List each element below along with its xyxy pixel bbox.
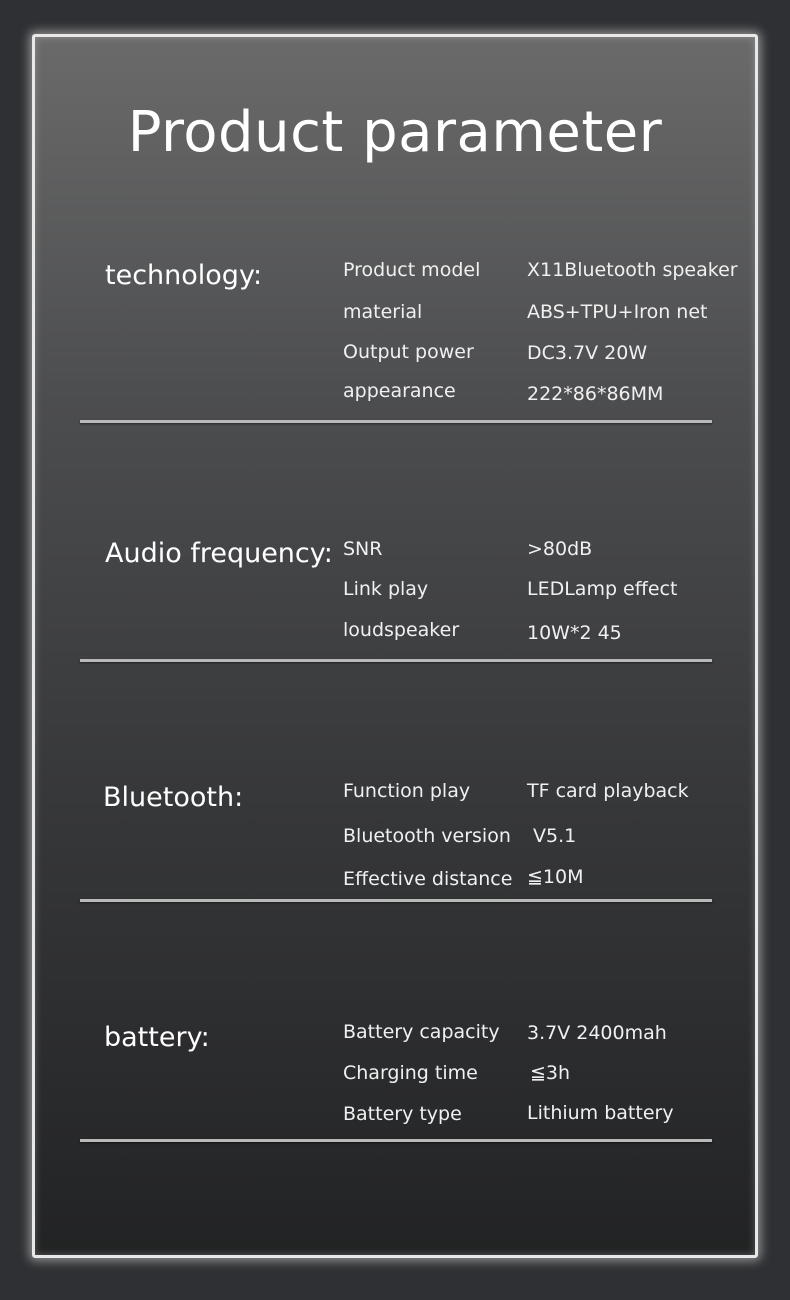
param-value: ABS+TPU+Iron net	[527, 301, 708, 323]
param-value: LEDLamp effect	[527, 578, 678, 600]
section-title-battery: battery:	[104, 1022, 210, 1053]
param-value: 10W*2 45	[527, 622, 622, 644]
section-title-technology: technology:	[105, 260, 263, 291]
param-label: Bluetooth version	[343, 825, 511, 847]
param-label: Function play	[343, 780, 471, 802]
param-label: Effective distance	[343, 868, 513, 890]
section-divider	[80, 420, 712, 423]
param-value: Lithium battery	[527, 1102, 674, 1124]
param-value: DC3.7V 20W	[527, 342, 648, 364]
param-value: V5.1	[533, 825, 577, 847]
param-label: Charging time	[343, 1062, 478, 1084]
param-label: Battery capacity	[343, 1021, 500, 1043]
param-label: loudspeaker	[343, 619, 460, 641]
param-label: appearance	[343, 380, 456, 402]
param-value: 3.7V 2400mah	[527, 1022, 667, 1044]
section-divider	[80, 899, 712, 902]
param-value: ≦3h	[530, 1062, 571, 1084]
param-value: ≦10M	[527, 866, 584, 888]
param-label: Output power	[343, 341, 474, 363]
param-value: TF card playback	[527, 780, 689, 802]
param-label: Battery type	[343, 1103, 462, 1125]
section-divider	[80, 1139, 712, 1142]
param-label: Product model	[343, 259, 481, 281]
section-title-audio-frequency: Audio frequency:	[105, 538, 333, 569]
param-value: 222*86*86MM	[527, 383, 664, 405]
page-title: Product parameter	[127, 100, 663, 165]
param-label: SNR	[343, 538, 383, 560]
param-label: Link play	[343, 578, 429, 600]
param-value: >80dB	[527, 538, 593, 560]
param-label: material	[343, 301, 423, 323]
section-title-bluetooth: Bluetooth:	[103, 782, 244, 813]
param-value: X11Bluetooth speaker	[527, 259, 738, 281]
section-divider	[80, 659, 712, 662]
